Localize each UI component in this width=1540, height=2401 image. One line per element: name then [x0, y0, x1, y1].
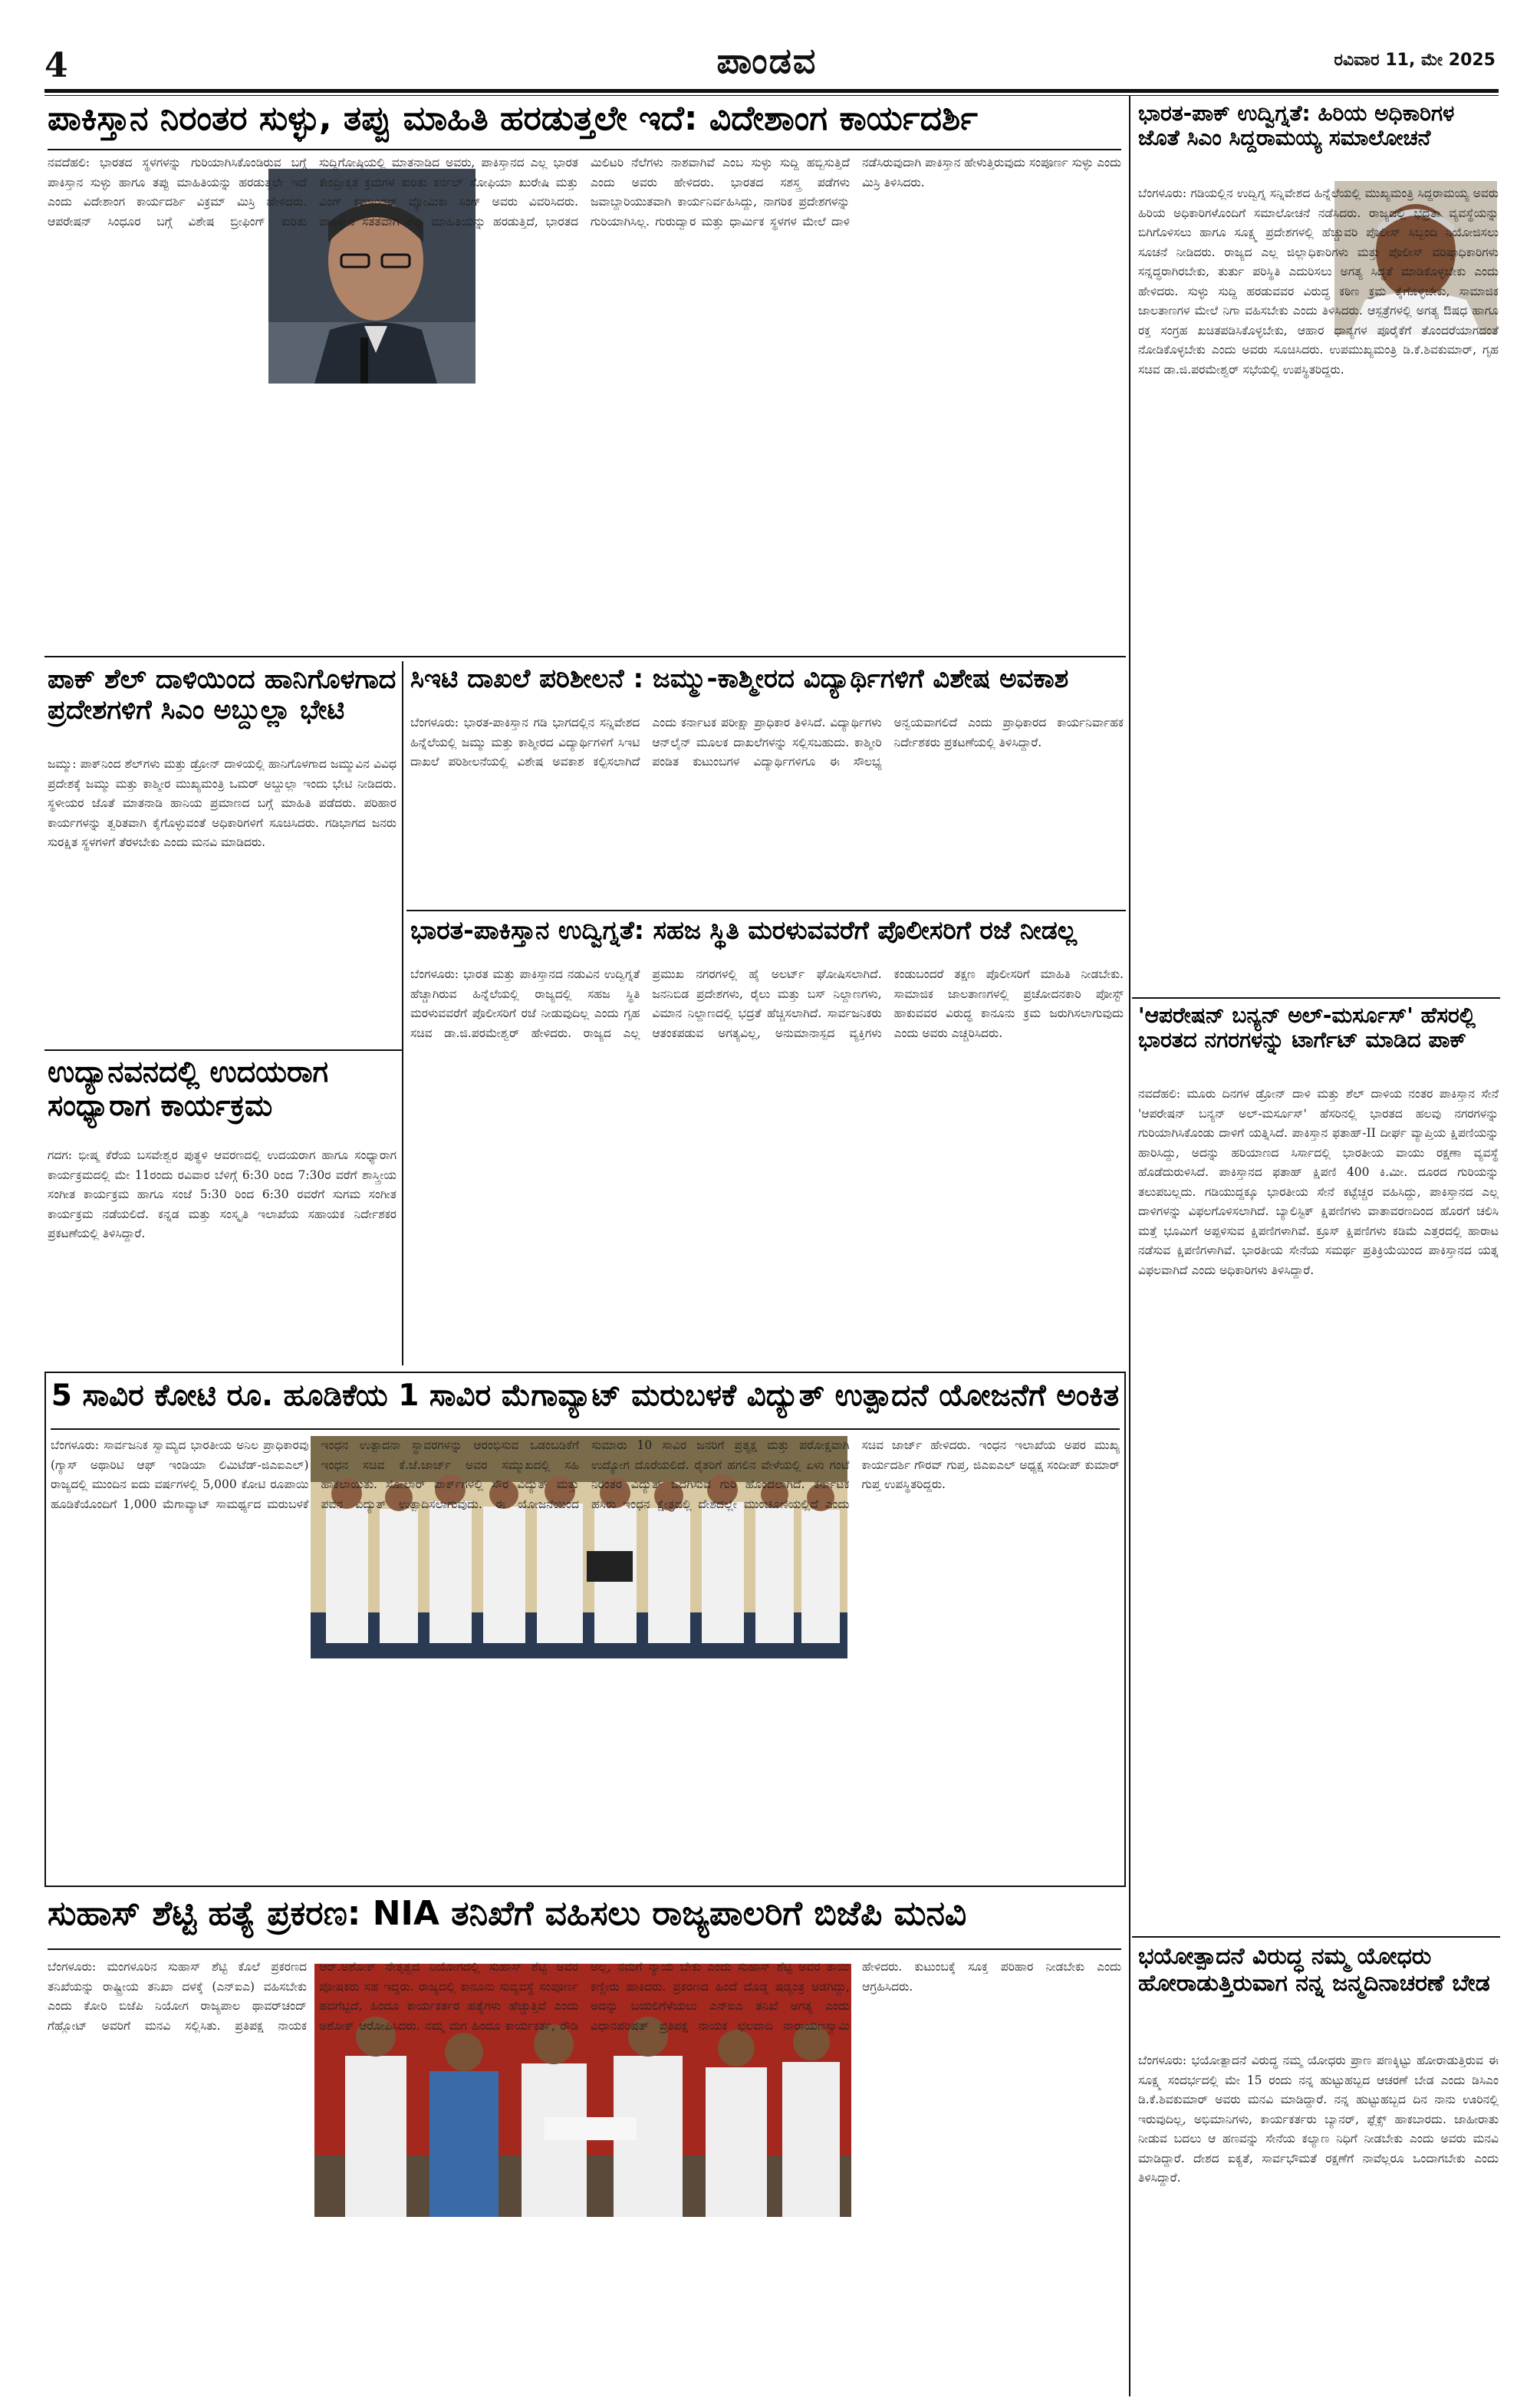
- power-headline-rule: [51, 1428, 1120, 1430]
- power-headline: 5 ಸಾವಿರ ಕೋಟಿ ರೂ. ಹೂಡಿಕೆಯ 1 ಸಾವಿರ ಮೆಗಾವ್ಯಾಟ್ ಮರುಬಳಕೆ ವಿದ್ಯುತ್ ಉತ್ಪಾದನೆ ಯೋಜನೆಗೆ ಅಂಕಿತ: [51, 1379, 1120, 1413]
- police-body: ಬೆಂಗಳೂರು: ಭಾರತ ಮತ್ತು ಪಾಕಿಸ್ತಾನದ ನಡುವಿನ ಉದ್ವಿಗ್ನತೆ ಹೆಚ್ಚಾಗಿರುವ ಹಿನ್ನೆಲೆಯಲ್ಲಿ ರಾಜ್ಯದಲ್ಲಿ ಸಹಜ ಸ್ಥಿತಿ ಮರಳುವವರೆಗೆ ಪೊಲೀಸರಿಗೆ ರಜೆ ನೀಡುವುದಿಲ್ಲ ಎಂದು ಗೃಹ ಸಚಿವ ಡಾ.ಜಿ.ಪರಮೇಶ್ವರ್ ಹೇಳಿದರು. ರಾಜ್ಯದ ಎಲ್ಲ ಪ್ರಮುಖ ನಗರಗಳಲ್ಲಿ ಹೈ ಅಲರ್ಟ್ ಘೋಷಿಸಲಾಗಿದೆ. ಜನನಿಬಿಡ ಪ್ರದೇಶಗಳು, ರೈಲು ಮತ್ತು ಬಸ್ ನಿಲ್ದಾಣಗಳು, ವಿಮಾನ ನಿಲ್ದಾಣದಲ್ಲಿ ಭದ್ರತೆ ಹೆಚ್ಚಿಸಲಾಗಿದೆ. ಸಾರ್ವಜನಿಕರು ಆತಂಕಪಡುವ ಅಗತ್ಯವಿಲ್ಲ, ಅನುಮಾನಾಸ್ಪದ ವ್ಯಕ್ತಿಗಳು ಕಂಡುಬಂದರೆ ತಕ್ಷಣ ಪೊಲೀಸರಿಗೆ ಮಾಹಿತಿ ನೀಡಬೇಕು. ಸಾಮಾಜಿಕ ಜಾಲತಾಣಗಳಲ್ಲಿ ಪ್ರಚೋದನಕಾರಿ ಪೋಸ್ಟ್ ಹಾಕುವವರ ವಿರುದ್ಧ ಕಾನೂನು ಕ್ರಮ ಜರುಗಿಸಲಾಗುವುದು ಎಂದು ಅವರು ಎಚ್ಚರಿಸಿದರು.: [410, 967, 1124, 1040]
- cm-meeting-body: ಬೆಂಗಳೂರು: ಗಡಿಯಲ್ಲಿನ ಉದ್ವಿಗ್ನ ಸನ್ನಿವೇಶದ ಹಿನ್ನೆಲೆಯಲ್ಲಿ ಮುಖ್ಯಮಂತ್ರಿ ಸಿದ್ದರಾಮಯ್ಯ ಅವರು ಹಿರಿಯ ಅಧಿಕಾರಿಗಳೊಂದಿಗೆ ಸಮಾಲೋಚನೆ ನಡೆಸಿದರು. ರಾಜ್ಯದಲ್ಲಿ ಭದ್ರತಾ ವ್ಯವಸ್ಥೆಯನ್ನು ಬಿಗಿಗೊಳಿಸಲು ಹಾಗೂ ಸೂಕ್ಷ್ಮ ಪ್ರದೇಶಗಳಲ್ಲಿ ಹೆಚ್ಚುವರಿ ಪೊಲೀಸ್ ಸಿಬ್ಬಂದಿ ನಿಯೋಜಿಸಲು ಸೂಚನೆ ನೀಡಿದರು. ರಾಜ್ಯದ ಎಲ್ಲ ಜಿಲ್ಲಾಧಿಕಾರಿಗಳು ಮತ್ತು ಪೊಲೀಸ್ ವರಿಷ್ಠಾಧಿಕಾರಿಗಳು ಸನ್ನದ್ಧರಾಗಿರಬೇಕು, ತುರ್ತು ಪರಿಸ್ಥಿತಿ ಎದುರಿಸಲು ಅಗತ್ಯ ಸಿದ್ಧತೆ ಮಾಡಿಕೊಳ್ಳಬೇಕು ಎಂದು ಹೇಳಿದರು. ಸುಳ್ಳು ಸುದ್ದಿ ಹರಡುವವರ ವಿರುದ್ಧ ಕಠಿಣ ಕ್ರಮ ಕೈಗೊಳ್ಳಬೇಕು, ಸಾಮಾಜಿಕ ಜಾಲತಾಣಗಳ ಮೇಲೆ ನಿಗಾ ವಹಿಸಬೇಕು ಎಂದು ತಿಳಿಸಿದರು. ಆಸ್ಪತ್ರೆಗಳಲ್ಲಿ ಅಗತ್ಯ ಔಷಧ ಹಾಗೂ ರಕ್ತ ಸಂಗ್ರಹ ಖಚಿತಪಡಿಸಿಕೊಳ್ಳಬೇಕು, ಆಹಾರ ಧಾನ್ಯಗಳ ಪೂರೈಕೆಗೆ ತೊಂದರೆಯಾಗದಂತೆ ನೋಡಿಕೊಳ್ಳಬೇಕು ಎಂದು ಅವರು ಸೂಚಿಸಿದರು. ಉಪಮುಖ್ಯಮಂತ್ರಿ ಡಿ.ಕೆ.ಶಿವಕುಮಾರ್, ಗೃಹ ಸಚಿವ ಡಾ.ಜಿ.ಪರಮೇಶ್ವರ್ ಸಭೆಯಲ್ಲಿ ಉಪಸ್ಥಿತರಿದ್ದರು.: [1138, 186, 1499, 377]
- terror-headline: ಭಯೋತ್ಪಾದನೆ ವಿರುದ್ಧ ನಮ್ಮ ಯೋಧರು ಹೋರಾಡುತ್ತಿರುವಾಗ ನನ್ನ ಜನ್ಮದಿನಾಚರಣೆ ಬೇಡ: [1138, 1944, 1490, 1997]
- bunyan-body: ನವದೆಹಲಿ: ಮೂರು ದಿನಗಳ ಡ್ರೋನ್ ದಾಳಿ ಮತ್ತು ಶೆಲ್ ದಾಳಿಯ ನಂತರ ಪಾಕಿಸ್ತಾನ ಸೇನೆ 'ಆಪರೇಷನ್ ಬನ್ಯನ್ ಅಲ್-ಮರ್ಸೂಸ್' ಹೆಸರಿನಲ್ಲಿ ಭಾರತದ ಹಲವು ನಗರಗಳನ್ನು ಗುರಿಯಾಗಿಸಿಕೊಂಡು ದಾಳಿಗೆ ಯತ್ನಿಸಿದೆ. ಪಾಕಿಸ್ತಾನ ಫತಾಹ್-II ದೀರ್ಘ ವ್ಯಾಪ್ತಿಯ ಕ್ಷಿಪಣಿಯನ್ನು ಹಾರಿಸಿದ್ದು, ಅದನ್ನು ಹರಿಯಾಣದ ಸಿರ್ಸಾದಲ್ಲಿ ಭಾರತೀಯ ವಾಯು ರಕ್ಷಣಾ ವ್ಯವಸ್ಥೆ ಹೊಡೆದುರುಳಿಸಿದೆ. ಪಾಕಿಸ್ತಾನದ ಫತಾಹ್ ಕ್ಷಿಪಣಿ 400 ಕಿ.ಮೀ. ದೂರದ ಗುರಿಯನ್ನು ತಲುಪಬಲ್ಲದು. ಗಡಿಯುದ್ದಕ್ಕೂ ಭಾರತೀಯ ಸೇನೆ ಕಟ್ಟೆಚ್ಚರ ವಹಿಸಿದ್ದು, ಪಾಕಿಸ್ತಾನದ ಎಲ್ಲ ದಾಳಿಗಳನ್ನು ವಿಫಲಗೊಳಿಸಲಾಗಿದೆ. ಬ್ಯಾಲಿಸ್ಟಿಕ್ ಕ್ಷಿಪಣಿಗಳು ವಾತಾವರಣದಿಂದ ಹೊರಗೆ ಚಲಿಸಿ ಮತ್ತೆ ಭೂಮಿಗೆ ಅಪ್ಪಳಿಸುವ ಕ್ಷಿಪಣಿಗಳಾಗಿವೆ. ಕ್ರೂಸ್ ಕ್ಷಿಪಣಿಗಳು ಕಡಿಮೆ ಎತ್ತರದಲ್ಲಿ ಹಾರಾಟ ನಡೆಸುವ ಕ್ಷಿಪಣಿಗಳಾಗಿವೆ. ಭಾರತೀಯ ಸೇನೆಯ ಸಮರ್ಥ ಪ್ರತಿಕ್ರಿಯೆಯಿಂದ ಪಾಕಿಸ್ತಾನದ ಯತ್ನ ವಿಫಲವಾಗಿದೆ ಎಂದು ಅಧಿಕಾರಿಗಳು ತಿಳಿಸಿದ್ದಾರೆ.: [1138, 1087, 1499, 1277]
- section-rule-2: [406, 910, 1126, 911]
- section-rule-3: [44, 1049, 402, 1051]
- right-section-rule-2: [1132, 1936, 1500, 1938]
- bunyan-headline: 'ಆಪರೇಷನ್ ಬನ್ಯನ್ ಅಲ್-ಮರ್ಸೂಸ್' ಹೆಸರಲ್ಲಿ ಭಾರತದ ನಗರಗಳನ್ನು ಟಾರ್ಗೆಟ್ ಮಾಡಿದ ಪಾಕ್: [1138, 1003, 1476, 1053]
- misri-headline: ಪಾಕಿಸ್ತಾನ ನಿರಂತರ ಸುಳ್ಳು, ತಪ್ಪು ಮಾಹಿತಿ ಹರಡುತ್ತಲೇ ಇದೆ: ವಿದೇಶಾಂಗ ಕಾರ್ಯದರ್ಶಿ: [48, 100, 978, 138]
- masthead-rule: [44, 89, 1499, 93]
- power-body: ಬೆಂಗಳೂರು: ಸಾರ್ವಜನಿಕ ಸ್ವಾಮ್ಯದ ಭಾರತೀಯ ಅನಿಲ ಪ್ರಾಧಿಕಾರವು (ಗ್ಯಾಸ್ ಅಥಾರಿಟಿ ಆಫ್ ಇಂಡಿಯಾ ಲಿಮಿಟೆಡ್-ಜಿಎಐಎಲ್) ರಾಜ್ಯದಲ್ಲಿ ಮುಂದಿನ ಐದು ವರ್ಷಗಳಲ್ಲಿ 5,000 ಕೋಟಿ ರೂಪಾಯಿ ಹೂಡಿಕೆಯೊಂದಿಗೆ 1,000 ಮೆಗಾವ್ಯಾಟ್ ಸಾಮರ್ಥ್ಯದ ಮರುಬಳಕೆ ಇಂಧನ ಉತ್ಪಾದನಾ ಸ್ಥಾವರಗಳನ್ನು ಆರಂಭಿಸುವ ಒಡಂಬಡಿಕೆಗೆ ಇಂಧನ ಸಚಿವ ಕೆ.ಜೆ.ಜಾರ್ಜ್ ಅವರ ಸಮ್ಮುಖದಲ್ಲಿ ಸಹಿ ಹಾಕಲಾಯಿತು. ಸೋಲಾರ್ ಪಾರ್ಕ್‌ಗಳಲ್ಲಿ ಸೌರ ವಿದ್ಯುತ್ ಮತ್ತು ಪವನ ವಿದ್ಯುತ್ ಉತ್ಪಾದಿಸಲಾಗುವುದು. ಈ ಯೋಜನೆಯಿಂದ ಸುಮಾರು 10 ಸಾವಿರ ಜನರಿಗೆ ಪ್ರತ್ಯಕ್ಷ ಮತ್ತು ಪರೋಕ್ಷವಾಗಿ ಉದ್ಯೋಗ ದೊರೆಯಲಿದೆ. ರೈತರಿಗೆ ಹಗಲಿನ ವೇಳೆಯಲ್ಲಿ ಏಳು ಗಂಟೆ ನಿರಂತರ ವಿದ್ಯುತ್ ಒದಗಿಸುವ ಗುರಿ ಹೊಂದಲಾಗಿದೆ. ಕರ್ನಾಟಕ ಹಸಿರು ಇಂಧನ ಕ್ಷೇತ್ರದಲ್ಲಿ ದೇಶದಲ್ಲೇ ಮುಂಚೂಣಿಯಲ್ಲಿದೆ ಎಂದು ಸಚಿವ ಜಾರ್ಜ್ ಹೇಳಿದರು. ಇಂಧನ ಇಲಾಖೆಯ ಅಪರ ಮುಖ್ಯ ಕಾರ್ಯದರ್ಶಿ ಗೌರವ್ ಗುಪ್ತ, ಜಿಎಐಎಲ್ ಅಧ್ಯಕ್ಷ ಸಂದೀಪ್ ಕುಮಾರ್ ಗುಪ್ತ ಉಪಸ್ಥಿತರಿದ್ದರು.: [51, 1438, 1120, 1511]
- exam-body: ಬೆಂಗಳೂರು: ಭಾರತ-ಪಾಕಿಸ್ತಾನ ಗಡಿ ಭಾಗದಲ್ಲಿನ ಸನ್ನಿವೇಶದ ಹಿನ್ನೆಲೆಯಲ್ಲಿ ಜಮ್ಮು ಮತ್ತು ಕಾಶ್ಮೀರದ ವಿದ್ಯಾರ್ಥಿಗಳಿಗೆ ಸಿಇಟಿ ದಾಖಲೆ ಪರಿಶೀಲನೆಯಲ್ಲಿ ವಿಶೇಷ ಅವಕಾಶ ಕಲ್ಪಿಸಲಾಗಿದೆ ಎಂದು ಕರ್ನಾಟಕ ಪರೀಕ್ಷಾ ಪ್ರಾಧಿಕಾರ ತಿಳಿಸಿದೆ. ವಿದ್ಯಾರ್ಥಿಗಳು ಆನ್‌ಲೈನ್ ಮೂಲಕ ದಾಖಲೆಗಳನ್ನು ಸಲ್ಲಿಸಬಹುದು. ಕಾಶ್ಮೀರಿ ಪಂಡಿತ ಕುಟುಂಬಗಳ ವಿದ್ಯಾರ್ಥಿಗಳಿಗೂ ಈ ಸೌಲಭ್ಯ ಅನ್ವಯವಾಗಲಿದೆ ಎಂದು ಪ್ರಾಧಿಕಾರದ ಕಾರ್ಯನಿರ್ವಾಹಕ ನಿರ್ದೇಶಕರು ಪ್ರಕಟಣೆಯಲ್ಲಿ ತಿಳಿಸಿದ್ದಾರೆ.: [410, 716, 1124, 769]
- page-number: 4: [44, 46, 68, 85]
- issue-date: ರವಿವಾರ 11, ಮೇ 2025: [1334, 51, 1496, 70]
- exam-headline: ಸಿಇಟಿ ದಾಖಲೆ ಪರಿಶೀಲನೆ : ಜಮ್ಮು-ಕಾಶ್ಮೀರದ ವಿದ್ಯಾರ್ಥಿಗಳಿಗೆ ವಿಶೇಷ ಅವಕಾಶ: [410, 664, 1069, 694]
- misri-body: ನವದೆಹಲಿ: ಭಾರತದ ಸ್ಥಳಗಳನ್ನು ಗುರಿಯಾಗಿಸಿಕೊಂಡಿರುವ ಬಗ್ಗೆ ಪಾಕಿಸ್ತಾನ ಸುಳ್ಳು ಹಾಗೂ ತಪ್ಪು ಮಾಹಿತಿಯನ್ನು ಹರಡುತ್ತಲೇ ಇದೆ ಎಂದು ವಿದೇಶಾಂಗ ಕಾರ್ಯದರ್ಶಿ ವಿಕ್ರಮ್ ಮಿಸ್ರಿ ಹೇಳಿದರು. ಆಪರೇಷನ್ ಸಿಂಧೂರ ಬಗ್ಗೆ ವಿಶೇಷ ಬ್ರೀಫಿಂಗ್ ಕುರಿತು ಸುದ್ದಿಗೋಷ್ಠಿಯಲ್ಲಿ ಮಾತನಾಡಿದ ಅವರು, ಪಾಕಿಸ್ತಾನದ ಎಲ್ಲ ಭಾರತ ಕೇಂದ್ರೀಕೃತ ಕ್ರಮಗಳ ಕುರಿತು ಕರ್ನಲ್ ಸೋಫಿಯಾ ಖುರೇಷಿ ಮತ್ತು ವಿಂಗ್ ಕಮಾಂಡರ್ ವ್ಯೋಮಿಕಾ ಸಿಂಗ್ ಅವರು ವಿವರಿಸಿದರು. ಪಾಕಿಸ್ತಾನ ಸತತವಾಗಿ ತಪ್ಪು ಮಾಹಿತಿಯನ್ನು ಹರಡುತ್ತಿದೆ, ಭಾರತದ ಮಿಲಿಟರಿ ನೆಲೆಗಳು ನಾಶವಾಗಿವೆ ಎಂಬ ಸುಳ್ಳು ಸುದ್ದಿ ಹಬ್ಬಿಸುತ್ತಿದೆ ಎಂದು ಅವರು ಹೇಳಿದರು. ಭಾರತದ ಸಶಸ್ತ್ರ ಪಡೆಗಳು ಜವಾಬ್ದಾರಿಯುತವಾಗಿ ಕಾರ್ಯನಿರ್ವಹಿಸಿದ್ದು, ನಾಗರಿಕ ಪ್ರದೇಶಗಳನ್ನು ಗುರಿಯಾಗಿಸಿಲ್ಲ. ಗುರುದ್ವಾರ ಮತ್ತು ಧಾರ್ಮಿಕ ಸ್ಥಳಗಳ ಮೇಲೆ ದಾಳಿ ನಡೆಸಿರುವುದಾಗಿ ಪಾಕಿಸ್ತಾನ ಹೇಳುತ್ತಿರುವುದು ಸಂಪೂರ್ಣ ಸುಳ್ಳು ಎಂದು ಮಿಸ್ರಿ ತಿಳಿಸಿದರು.: [48, 156, 1121, 229]
- right-section-rule-1: [1132, 997, 1500, 999]
- newspaper-title: ಪಾಂಡವ: [716, 40, 818, 81]
- column-divider: [1129, 95, 1130, 2396]
- police-headline: ಭಾರತ-ಪಾಕಿಸ್ತಾನ ಉದ್ವಿಗ್ನತೆ: ಸಹಜ ಸ್ಥಿತಿ ಮರಳುವವರೆಗೆ ಪೊಲೀಸರಿಗೆ ರಜೆ ನೀಡಲ್ಲ: [410, 916, 1078, 945]
- suhas-body: ಬೆಂಗಳೂರು: ಮಂಗಳೂರಿನ ಸುಹಾಸ್ ಶೆಟ್ಟಿ ಕೊಲೆ ಪ್ರಕರಣದ ತನಿಖೆಯನ್ನು ರಾಷ್ಟ್ರೀಯ ತನಿಖಾ ದಳಕ್ಕೆ (ಎನ್‌ಐಎ) ವಹಿಸಬೇಕು ಎಂದು ಕೋರಿ ಬಿಜೆಪಿ ನಿಯೋಗ ರಾಜ್ಯಪಾಲ ಥಾವರ್‌ಚಂದ್ ಗೆಹ್ಲೋಟ್ ಅವರಿಗೆ ಮನವಿ ಸಲ್ಲಿಸಿತು. ಪ್ರತಿಪಕ್ಷ ನಾಯಕ ಆರ್.ಅಶೋಕ್ ನೇತೃತ್ವದ ನಿಯೋಗದಲ್ಲಿ ಸುಹಾಸ್ ಶೆಟ್ಟಿ ಅವರ ಪೋಷಕರು ಸಹ ಇದ್ದರು. ರಾಜ್ಯದಲ್ಲಿ ಕಾನೂನು ಸುವ್ಯವಸ್ಥೆ ಸಂಪೂರ್ಣ ಹದಗೆಟ್ಟಿದೆ, ಹಿಂದೂ ಕಾರ್ಯಕರ್ತರ ಹತ್ಯೆಗಳು ಹೆಚ್ಚುತ್ತಿವೆ ಎಂದು ಅಶೋಕ್ ಆರೋಪಿಸಿದರು. ನಮ್ಮ ಮಗ ಹಿಂದೂ ಕಾರ್ಯಕರ್ತ, ರೌಡಿ ಅಲ್ಲ, ನಮಗೆ ನ್ಯಾಯ ಬೇಕು ಎಂದು ಸುಹಾಸ್ ಶೆಟ್ಟಿ ಅವರ ತಾಯಿ ಕಣ್ಣೀರು ಹಾಕಿದರು. ಪ್ರಕರಣದ ಹಿಂದೆ ದೊಡ್ಡ ಷಡ್ಯಂತ್ರ ಅಡಗಿದ್ದು, ಅದನ್ನು ಬಯಲಿಗೆಳೆಯಲು ಎನ್‌ಐಎ ತನಿಖೆ ಅಗತ್ಯ ಎಂದು ವಿಧಾನಪರಿಷತ್ ಪ್ರತಿಪಕ್ಷ ನಾಯಕ ಛಲವಾದಿ ನಾರಾಯಣಸ್ವಾಮಿ ಹೇಳಿದರು. ಕುಟುಂಬಕ್ಕೆ ಸೂಕ್ತ ಪರಿಹಾರ ನೀಡಬೇಕು ಎಂದು ಆಗ್ರಹಿಸಿದರು.: [48, 1960, 1121, 2033]
- terror-body: ಬೆಂಗಳೂರು: ಭಯೋತ್ಪಾದನೆ ವಿರುದ್ಧ ನಮ್ಮ ಯೋಧರು ಪ್ರಾಣ ಪಣಕ್ಕಿಟ್ಟು ಹೋರಾಡುತ್ತಿರುವ ಈ ಸೂಕ್ಷ್ಮ ಸಂದರ್ಭದಲ್ಲಿ ಮೇ 15 ರಂದು ನನ್ನ ಹುಟ್ಟುಹಬ್ಬದ ಆಚರಣೆ ಬೇಡ ಎಂದು ಡಿಸಿಎಂ ಡಿ.ಕೆ.ಶಿವಕುಮಾರ್ ಅವರು ಮನವಿ ಮಾಡಿದ್ದಾರೆ. ನನ್ನ ಹುಟ್ಟುಹಬ್ಬದ ದಿನ ನಾನು ಊರಿನಲ್ಲಿ ಇರುವುದಿಲ್ಲ, ಅಭಿಮಾನಿಗಳು, ಕಾರ್ಯಕರ್ತರು ಬ್ಯಾನರ್, ಫ್ಲೆಕ್ಸ್ ಹಾಕಬಾರದು. ಜಾಹೀರಾತು ನೀಡುವ ಬದಲು ಆ ಹಣವನ್ನು ಸೇನೆಯ ಕಲ್ಯಾಣ ನಿಧಿಗೆ ನೀಡಬೇಕು ಎಂದು ಅವರು ಮನವಿ ಮಾಡಿದ್ದಾರೆ. ದೇಶದ ಐಕ್ಯತೆ, ಸಾರ್ವಭೌಮತೆ ರಕ್ಷಣೆಗೆ ನಾವೆಲ್ಲರೂ ಒಂದಾಗಬೇಕು ಎಂದು ತಿಳಿಸಿದ್ದಾರೆ.: [1138, 2054, 1499, 2185]
- section-rule-1: [44, 656, 1126, 657]
- misri-headline-rule: [48, 149, 1121, 150]
- column-divider-left: [402, 661, 403, 1365]
- suhas-headline-rule: [48, 1948, 1121, 1950]
- masthead-rule-thin: [44, 95, 1499, 96]
- music-headline: ಉದ್ಯಾನವನದಲ್ಲಿ ಉದಯರಾಗ ಸಂಧ್ಯಾರಾಗ ಕಾರ್ಯಕ್ರಮ: [48, 1056, 329, 1122]
- abdullah-body: ಜಮ್ಮು: ಪಾಕ್‌ನಿಂದ ಶೆಲ್‌ಗಳು ಮತ್ತು ಡ್ರೋನ್ ದಾಳಿಯಲ್ಲಿ ಹಾನಿಗೊಳಗಾದ ಜಮ್ಮುವಿನ ವಿವಿಧ ಪ್ರದೇಶಕ್ಕೆ ಜಮ್ಮು ಮತ್ತು ಕಾಶ್ಮೀರ ಮುಖ್ಯಮಂತ್ರಿ ಒಮರ್ ಅಬ್ದುಲ್ಲಾ ಇಂದು ಭೇಟಿ ನೀಡಿದರು. ಸ್ಥಳೀಯರ ಜೊತೆ ಮಾತನಾಡಿ ಹಾನಿಯ ಪ್ರಮಾಣದ ಬಗ್ಗೆ ಮಾಹಿತಿ ಪಡೆದರು. ಪರಿಹಾರ ಕಾರ್ಯಗಳನ್ನು ತ್ವರಿತವಾಗಿ ಕೈಗೊಳ್ಳುವಂತೆ ಅಧಿಕಾರಿಗಳಿಗೆ ಸೂಚಿಸಿದರು. ಗಡಿಭಾಗದ ಜನರು ಸುರಕ್ಷಿತ ಸ್ಥಳಗಳಿಗೆ ತೆರಳಬೇಕು ಎಂದು ಮನವಿ ಮಾಡಿದರು.: [48, 757, 397, 849]
- abdullah-headline: ಪಾಕ್ ಶೆಲ್ ದಾಳಿಯಿಂದ ಹಾನಿಗೊಳಗಾದ ಪ್ರದೇಶಗಳಿಗೆ ಸಿಎಂ ಅಬ್ದುಲ್ಲಾ ಭೇಟಿ: [48, 664, 397, 726]
- music-body: ಗದಗ: ಭೀಷ್ಮ ಕೆರೆಯ ಬಸವೇಶ್ವರ ಪುತ್ಥಳಿ ಆವರಣದಲ್ಲಿ ಉದಯರಾಗ ಹಾಗೂ ಸಂಧ್ಯಾರಾಗ ಕಾರ್ಯಕ್ರಮದಲ್ಲಿ ಮೇ 11ರಂದು ರವಿವಾರ ಬೆಳಿಗ್ಗೆ 6:30 ರಿಂದ 7:30ರ ವರೆಗೆ ಶಾಸ್ತ್ರೀಯ ಸಂಗೀತ ಕಾರ್ಯಕ್ರಮ ಹಾಗೂ ಸಂಜೆ 5:30 ರಿಂದ 6:30 ರವರೆಗೆ ಸುಗಮ ಸಂಗೀತ ಕಾರ್ಯಕ್ರಮ ನಡೆಯಲಿದೆ. ಕನ್ನಡ ಮತ್ತು ಸಂಸ್ಕೃತಿ ಇಲಾಖೆಯ ಸಹಾಯಕ ನಿರ್ದೇಶಕರ ಪ್ರಕಟಣೆಯಲ್ಲಿ ತಿಳಿಸಿದ್ದಾರೆ.: [48, 1148, 397, 1240]
- cm-meeting-headline: ಭಾರತ-ಪಾಕ್ ಉದ್ವಿಗ್ನತೆ: ಹಿರಿಯ ಅಧಿಕಾರಿಗಳ ಜೊತೆ ಸಿಎಂ ಸಿದ್ದರಾಮಯ್ಯ ಸಮಾಲೋಚನೆ: [1138, 101, 1455, 151]
- suhas-headline: ಸುಹಾಸ್ ಶೆಟ್ಟಿ ಹತ್ಯೆ ಪ್ರಕರಣ: NIA ತನಿಖೆಗೆ ವಹಿಸಲು ರಾಜ್ಯಪಾಲರಿಗೆ ಬಿಜೆಪಿ ಮನವಿ: [48, 1895, 967, 1933]
